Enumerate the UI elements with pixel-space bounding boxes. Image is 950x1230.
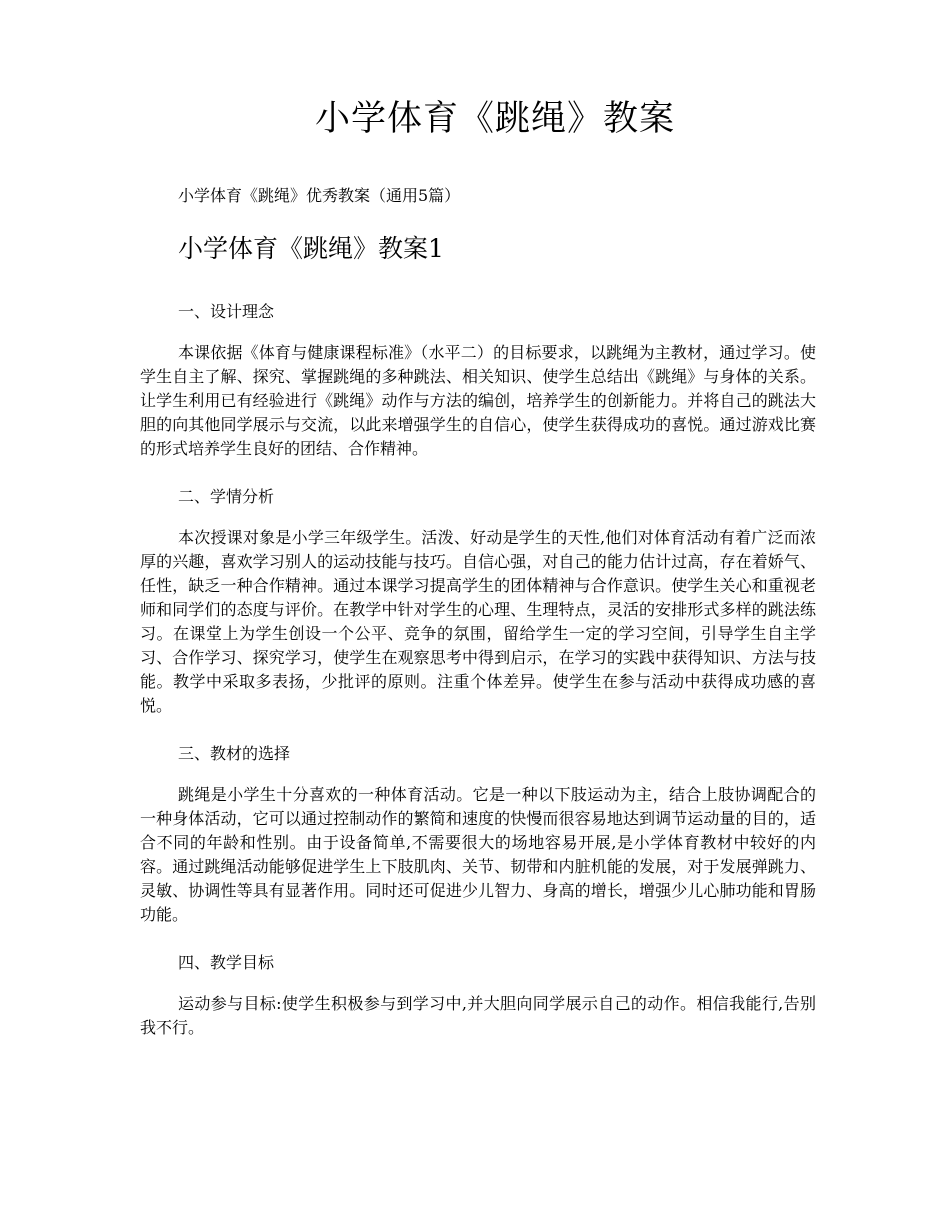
document-title: 小学体育《跳绳》教案 <box>314 99 675 139</box>
section-heading-material-selection: 三、教材的选择 <box>178 744 291 763</box>
paragraph-learner-analysis: 本次授课对象是小学三年级学生。活泼、好动是学生的天性,他们对体育活动有着广泛而浓厚的兴趣，喜欢学习别人的运动技能与技巧。自信心强，对自己的能力估计过高，存在着娇气、任性，缺乏一种合作精神。通过本课学习提高学生的团体精神与合作意识。使学生关心和重视老师和同学们的态度与评价。在教学中针对学生的心理、生理特点，灵活的安排形式多样的跳法练习。在课堂上为学生创设一个公平、竞争的氛围，留给学生一定的学习空间，引导学生自主学习、合作学习、探究学习，使学生在观察思考中得到启示，在学习的实践中获得知识、方法与技能。教学中采取多表扬，少批评的原则。注重个体差异。使学生在参与活动中获得成功感的喜悦。 <box>140 528 816 715</box>
paragraph-design-concept: 本课依据《体育与健康课程标准》（水平二）的目标要求，以跳绳为主教材，通过学习。使学生自主了解、探究、掌握跳绳的多种跳法、相关知识、使学生总结出《跳绳》与身体的关系。让学生利用已有经验进行《跳绳》动作与方法的编创，培养学生的创新能力。并将自己的跳法大胆的向其他同学展示与交流，以此来增强学生的自信心，使学生获得成功的喜悦。通过游戏比赛的形式培养学生良好的团结、合作精神。 <box>140 343 816 458</box>
paragraph-teaching-goals: 运动参与目标:使学生积极参与到学习中,并大胆向同学展示自己的动作。相信我能行,告别我不行。 <box>140 994 816 1037</box>
document-body <box>140 184 816 1040</box>
section-heading-learner-analysis: 二、学情分析 <box>178 487 275 506</box>
section-heading-design-concept: 一、设计理念 <box>178 302 275 321</box>
section-heading-teaching-goals: 四、教学目标 <box>178 953 275 972</box>
paragraph-material-selection: 跳绳是小学生十分喜欢的一种体育活动。它是一种以下肢运动为主，结合上肢协调配合的一种身体活动，它可以通过控制动作的繁简和速度的快慢而很容易地达到调节运动量的目的，适合不同的年龄和性别。由于设备简单,不需要很大的场地容易开展,是小学体育教材中较好的内容。通过跳绳活动能够促进学生上下肢肌肉、关节、韧带和内脏机能的发展，对于发展弹跳力、灵敏、协调性等具有显著作用。同时还可促进少儿智力、身高的增长，增强少儿心肺功能和胃肠功能。 <box>140 785 816 924</box>
document-subtitle: 小学体育《跳绳》优秀教案（通用5篇） <box>178 186 461 205</box>
section-title: 小学体育《跳绳》教案1 <box>178 234 444 263</box>
